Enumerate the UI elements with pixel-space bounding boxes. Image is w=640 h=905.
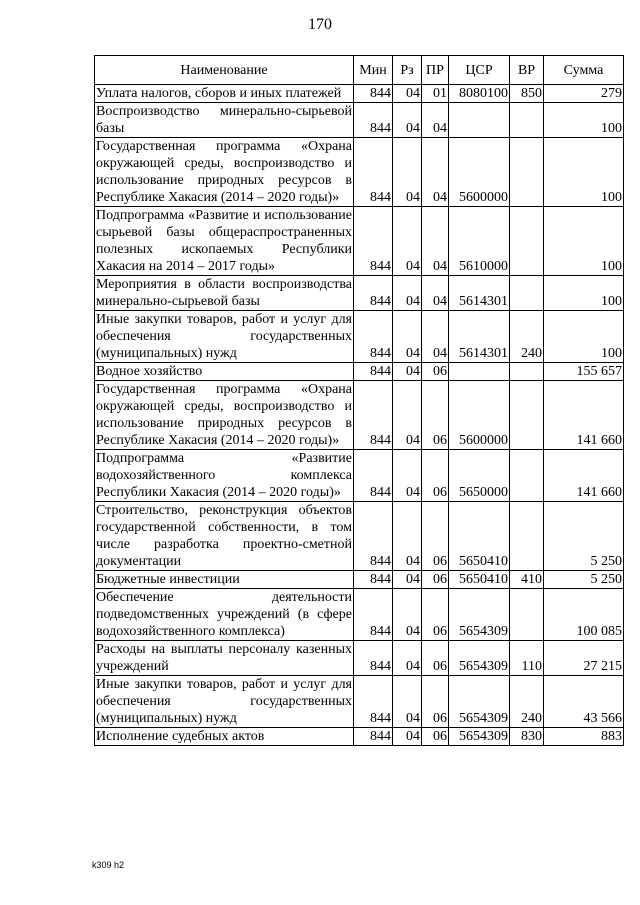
cell-vr: 410 <box>510 571 544 589</box>
table-row <box>95 85 624 103</box>
cell-vr: 240 <box>510 676 544 728</box>
cell-vr <box>510 502 544 571</box>
cell-sum: 100 <box>544 311 624 363</box>
cell-sum: 155 657 <box>544 363 624 381</box>
cell-pr: 06 <box>422 502 449 571</box>
cell-pr: 06 <box>422 571 449 589</box>
cell-vr <box>510 103 544 138</box>
header-vr: ВР <box>510 56 544 85</box>
cell-name: Расходы на выплаты персоналу казенных учреждений <box>96 642 352 674</box>
cell-pr: 06 <box>422 589 449 641</box>
cell-pr: 06 <box>422 381 449 450</box>
cell-pr: 06 <box>422 363 449 381</box>
cell-sum: 5 250 <box>544 502 624 571</box>
cell-name: Бюджетные инвестиции <box>95 571 354 589</box>
header-min: Мин <box>354 56 393 85</box>
cell-rz: 04 <box>393 641 422 676</box>
cell-csr <box>449 103 510 138</box>
cell-rz: 04 <box>393 311 422 363</box>
table-row <box>95 728 624 746</box>
table-row <box>95 311 624 363</box>
cell-pr: 04 <box>422 138 449 207</box>
cell-sum: 141 660 <box>544 450 624 502</box>
cell-csr: 5650410 <box>449 571 510 589</box>
table-row <box>95 450 624 502</box>
cell-csr: 5610000 <box>449 207 510 276</box>
cell-min: 844 <box>354 276 393 311</box>
cell-vr <box>510 207 544 276</box>
cell-sum: 43 566 <box>544 676 624 728</box>
cell-name: Обеспечение деятельности подведомственных учреждений (в сфере водохозяйственного комплекса) <box>96 590 352 639</box>
table-row <box>95 276 624 311</box>
table-row <box>95 676 624 728</box>
cell-pr: 04 <box>422 276 449 311</box>
cell-vr <box>510 138 544 207</box>
table-body <box>95 85 624 746</box>
cell-vr <box>510 450 544 502</box>
cell-csr: 5654309 <box>449 676 510 728</box>
cell-name: Подпрограмма «Развитие и использование сырьевой базы общераспространенных полезных ископаемых Республики Хакасия на 2014 – 2017 годы» <box>96 208 352 274</box>
cell-sum: 141 660 <box>544 381 624 450</box>
cell-name: Водное хозяйство <box>95 363 354 381</box>
cell-min: 844 <box>354 138 393 207</box>
cell-csr: 5650000 <box>449 450 510 502</box>
cell-name: Иные закупки товаров, работ и услуг для обеспечения государственных (муниципальных) нужд <box>96 677 352 726</box>
cell-min: 844 <box>354 676 393 728</box>
table-row <box>95 138 624 207</box>
cell-csr: 5654309 <box>449 589 510 641</box>
cell-name: Уплата налогов, сборов и иных платежей <box>95 85 354 103</box>
table-row <box>95 571 624 589</box>
table-row <box>95 502 624 571</box>
cell-pr: 04 <box>422 207 449 276</box>
cell-vr: 830 <box>510 728 544 746</box>
cell-csr: 5654309 <box>449 641 510 676</box>
footer-code: k309 h2 <box>92 860 125 870</box>
cell-sum: 5 250 <box>544 571 624 589</box>
cell-rz: 04 <box>393 450 422 502</box>
cell-csr <box>449 363 510 381</box>
cell-sum: 100 <box>544 138 624 207</box>
cell-vr: 240 <box>510 311 544 363</box>
cell-vr <box>510 363 544 381</box>
cell-rz: 04 <box>393 85 422 103</box>
cell-sum: 883 <box>544 728 624 746</box>
cell-rz: 04 <box>393 728 422 746</box>
cell-min: 844 <box>354 103 393 138</box>
cell-rz: 04 <box>393 103 422 138</box>
header-name: Наименование <box>95 56 354 85</box>
cell-csr: 5600000 <box>449 381 510 450</box>
cell-min: 844 <box>354 85 393 103</box>
cell-pr: 06 <box>422 728 449 746</box>
header-sum: Сумма <box>544 56 624 85</box>
cell-sum: 279 <box>544 85 624 103</box>
header-pr: ПР <box>422 56 449 85</box>
cell-rz: 04 <box>393 571 422 589</box>
table-row <box>95 589 624 641</box>
cell-sum: 100 <box>544 207 624 276</box>
cell-pr: 06 <box>422 450 449 502</box>
cell-name: Подпрограмма «Развитие водохозяйственного комплекса Республики Хакасия (2014 – 2020 годы)» <box>96 451 352 500</box>
cell-min: 844 <box>354 589 393 641</box>
cell-csr: 5650410 <box>449 502 510 571</box>
cell-name: Строительство, реконструкция объектов государственной собственности, в том числе разработка проектно-сметной документации <box>96 503 352 569</box>
cell-sum: 100 <box>544 276 624 311</box>
cell-name: Иные закупки товаров, работ и услуг для обеспечения государственных (муниципальных) нужд <box>96 312 352 361</box>
cell-vr: 110 <box>510 641 544 676</box>
cell-min: 844 <box>354 207 393 276</box>
cell-min: 844 <box>354 450 393 502</box>
cell-pr: 01 <box>422 85 449 103</box>
page-number: 170 <box>308 16 332 33</box>
cell-rz: 04 <box>393 381 422 450</box>
cell-min: 844 <box>354 641 393 676</box>
cell-csr: 8080100 <box>449 85 510 103</box>
cell-sum: 100 085 <box>544 589 624 641</box>
cell-name: Государственная программа «Охрана окружающей среды, воспроизводство и использование природных ресурсов в Республике Хакасия (2014 – 2020 годы)» <box>96 382 352 448</box>
cell-name: Государственная программа «Охрана окружающей среды, воспроизводство и использование природных ресурсов в Республике Хакасия (2014 – 2020 годы)» <box>96 139 352 205</box>
cell-vr <box>510 589 544 641</box>
cell-name: Воспроизводство минерально-сырьевой базы <box>96 104 352 136</box>
cell-rz: 04 <box>393 589 422 641</box>
table-row <box>95 363 624 381</box>
cell-rz: 04 <box>393 502 422 571</box>
cell-rz: 04 <box>393 207 422 276</box>
table-row <box>95 207 624 276</box>
cell-min: 844 <box>354 311 393 363</box>
cell-pr: 04 <box>422 311 449 363</box>
header-csr: ЦСР <box>449 56 510 85</box>
cell-sum: 100 <box>544 103 624 138</box>
cell-vr <box>510 276 544 311</box>
cell-rz: 04 <box>393 676 422 728</box>
cell-csr: 5600000 <box>449 138 510 207</box>
cell-name: Исполнение судебных актов <box>95 728 354 746</box>
cell-min: 844 <box>354 571 393 589</box>
cell-min: 844 <box>354 502 393 571</box>
cell-rz: 04 <box>393 363 422 381</box>
budget-table <box>94 55 624 746</box>
cell-min: 844 <box>354 363 393 381</box>
cell-vr <box>510 381 544 450</box>
cell-pr: 06 <box>422 676 449 728</box>
cell-pr: 06 <box>422 641 449 676</box>
cell-sum: 27 215 <box>544 641 624 676</box>
table-row <box>95 381 624 450</box>
cell-rz: 04 <box>393 276 422 311</box>
table-row <box>95 103 624 138</box>
cell-pr: 04 <box>422 103 449 138</box>
cell-min: 844 <box>354 381 393 450</box>
cell-vr: 850 <box>510 85 544 103</box>
header-rz: Рз <box>393 56 422 85</box>
cell-csr: 5614301 <box>449 276 510 311</box>
table-row <box>95 641 624 676</box>
cell-min: 844 <box>354 728 393 746</box>
table-header-row <box>95 56 624 85</box>
cell-csr: 5654309 <box>449 728 510 746</box>
cell-csr: 5614301 <box>449 311 510 363</box>
cell-name: Мероприятия в области воспроизводства минерально-сырьевой базы <box>96 277 352 309</box>
cell-rz: 04 <box>393 138 422 207</box>
